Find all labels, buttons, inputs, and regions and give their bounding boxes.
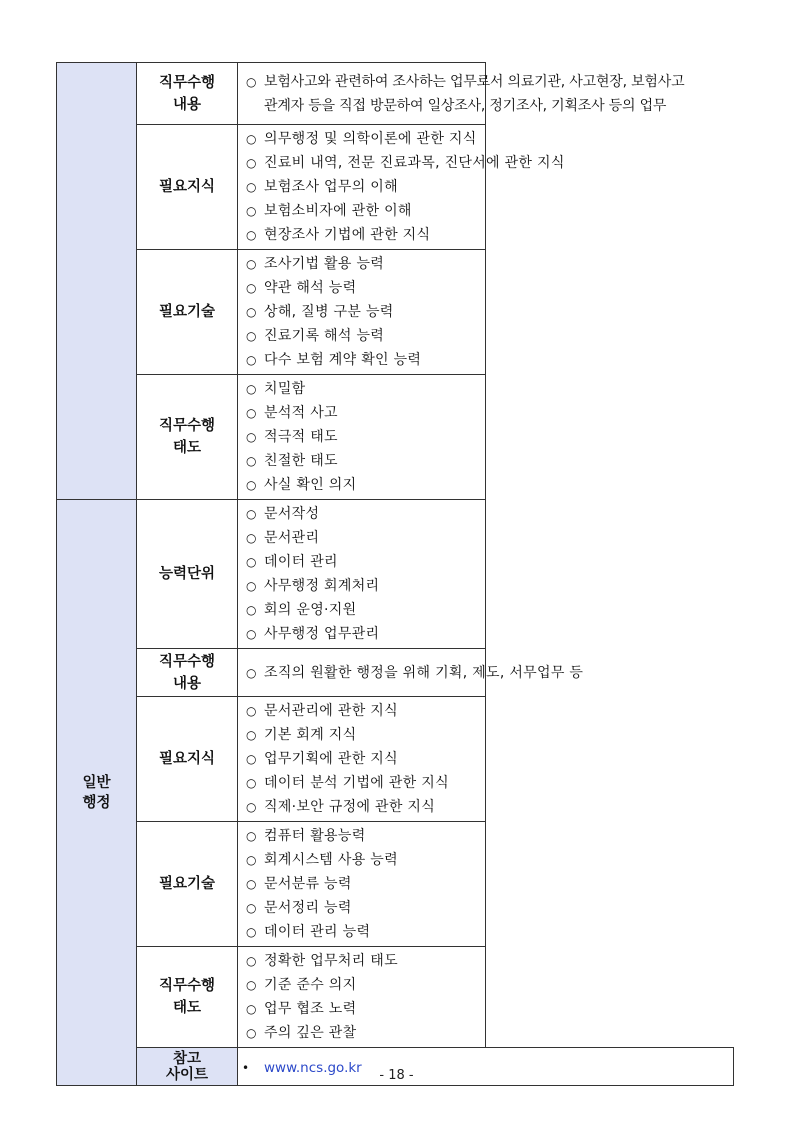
list-item: ○ 조사기법 활용 능력 [246, 252, 485, 276]
list-item: ○ 업무기획에 관한 지식 [246, 747, 485, 771]
job-content-text [238, 63, 685, 125]
circle-marker-icon: ○ [246, 257, 257, 271]
list-item: ○ 문서관리 [246, 526, 485, 550]
label-required-skills: 필요기술 [137, 822, 238, 947]
list-item: ○ 보험소비자에 관한 이해 [246, 199, 485, 223]
circle-marker-icon: ○ [246, 454, 257, 468]
list-item: ○ 기본 회계 지식 [246, 723, 485, 747]
category-cell-continued [57, 63, 137, 500]
circle-marker-icon: ○ [246, 406, 257, 420]
circle-marker-icon: ○ [246, 978, 257, 992]
circle-marker-icon: ○ [246, 776, 257, 790]
skills-list [238, 250, 486, 375]
list-item: ○ 정확한 업무처리 태도 [246, 949, 485, 973]
label-job-attitude: 직무수행 태도 [137, 947, 238, 1048]
list-item: ○ 진료기록 해석 능력 [246, 324, 485, 348]
circle-marker-icon: ○ [246, 132, 257, 146]
list-item: ○ 데이터 관리 [246, 550, 485, 574]
list-item: ○ 컴퓨터 활용능력 [246, 824, 485, 848]
row-content-general [57, 649, 734, 697]
circle-marker-icon: ○ [246, 555, 257, 569]
circle-marker-icon: ○ [246, 353, 257, 367]
list-item: ○ 문서관리에 관한 지식 [246, 699, 485, 723]
circle-marker-icon: ○ [246, 228, 257, 242]
list-item: ○ 분석적 사고 [246, 401, 485, 425]
list-item: ○ 업무 협조 노력 [246, 997, 485, 1021]
circle-marker-icon: ○ [246, 603, 257, 617]
list-item: ○ 사무행정 업무관리 [246, 622, 485, 646]
list-item: ○ 치밀함 [246, 377, 485, 401]
row-units-general [57, 500, 734, 649]
list-item: ○ 조직의 원활한 행정을 위해 기획, 제도, 서무업무 등 [246, 661, 485, 685]
row-attitude-top [57, 375, 734, 500]
label-job-content: 직무수행 내용 [137, 63, 238, 125]
list-item: ○ 회계시스템 사용 능력 [246, 848, 485, 872]
list-item: ○ 다수 보험 계약 확인 능력 [246, 348, 485, 372]
circle-marker-icon: ○ [246, 305, 257, 319]
list-item: ○ 문서작성 [246, 502, 485, 526]
circle-marker-icon: ○ [246, 478, 257, 492]
circle-marker-icon: ○ [246, 704, 257, 718]
list-item: ○ 진료비 내역, 전문 진료과목, 진단서에 관한 지식 [246, 151, 485, 175]
circle-marker-icon: ○ [246, 1002, 257, 1016]
row-skills-general [57, 822, 734, 947]
page-number: - 18 - [379, 1068, 414, 1083]
circle-marker-icon: ○ [246, 1026, 257, 1040]
circle-marker-icon: ○ [246, 829, 257, 843]
circle-marker-icon: ○ [246, 531, 257, 545]
competency-units-list [238, 500, 486, 649]
label-required-knowledge: 필요지식 [137, 697, 238, 822]
row-skills-top [57, 250, 734, 375]
list-item: ○ 현장조사 기법에 관한 지식 [246, 223, 485, 247]
circle-marker-icon: ○ [246, 800, 257, 814]
circle-marker-icon: ○ [246, 853, 257, 867]
list-item: ○ 데이터 분석 기법에 관한 지식 [246, 771, 485, 795]
list-item: ○ 데이터 관리 능력 [246, 920, 485, 944]
category-general-admin: 일반 행정 [57, 500, 137, 1086]
circle-marker-icon: ○ [246, 925, 257, 939]
label-required-knowledge: 필요지식 [137, 125, 238, 250]
label-reference-site: 참고 사이트 [137, 1048, 238, 1086]
list-item: ○ 상해, 질병 구분 능력 [246, 300, 485, 324]
list-item: ○ 주의 깊은 관찰 [246, 1021, 485, 1045]
attitude-list [238, 375, 486, 500]
label-competency-units: 능력단위 [137, 500, 238, 649]
list-item: ○ 문서분류 능력 [246, 872, 485, 896]
label-required-skills: 필요기술 [137, 250, 238, 375]
job-description-table [56, 62, 734, 1086]
list-item: ○ 회의 운영·지원 [246, 598, 485, 622]
circle-marker-icon: ○ [246, 901, 257, 915]
circle-marker-icon: ○ [246, 627, 257, 641]
row-content-top [57, 63, 734, 125]
list-item: ○ 적극적 태도 [246, 425, 485, 449]
circle-marker-icon: ○ [246, 281, 257, 295]
circle-marker-icon: ○ [246, 156, 257, 170]
circle-marker-icon: ○ [246, 507, 257, 521]
row-attitude-general [57, 947, 734, 1048]
row-knowledge-general [57, 697, 734, 822]
attitude-list [238, 947, 486, 1048]
skills-list [238, 822, 486, 947]
list-item: ○ 보험사고와 관련하여 조사하는 업무로서 의료기관, 사고현장, 보험사고 [246, 70, 485, 94]
list-item: ○ 기준 준수 의지 [246, 973, 485, 997]
circle-marker-icon: ○ [246, 728, 257, 742]
circle-marker-icon: ○ [246, 204, 257, 218]
list-item: ○ 친절한 태도 [246, 449, 485, 473]
list-item: ○ 사실 확인 의지 [246, 473, 485, 497]
list-item: ○ 사무행정 회계처리 [246, 574, 485, 598]
circle-marker-icon: ○ [246, 954, 257, 968]
list-item: ○ 의무행정 및 의학이론에 관한 지식 [246, 127, 485, 151]
bullet-icon: • [242, 1061, 250, 1075]
row-knowledge-top [57, 125, 734, 250]
list-item: ○ 보험조사 업무의 이해 [246, 175, 485, 199]
circle-marker-icon: ○ [246, 74, 257, 89]
label-job-content: 직무수행 내용 [137, 649, 238, 697]
list-item: ○ 약관 해석 능력 [246, 276, 485, 300]
circle-marker-icon: ○ [246, 665, 257, 680]
list-item: ○ 문서정리 능력 [246, 896, 485, 920]
label-job-attitude: 직무수행 태도 [137, 375, 238, 500]
knowledge-list [238, 697, 486, 822]
circle-marker-icon: ○ [246, 430, 257, 444]
job-content-text [238, 649, 584, 697]
circle-marker-icon: ○ [246, 877, 257, 891]
circle-marker-icon: ○ [246, 579, 257, 593]
circle-marker-icon: ○ [246, 752, 257, 766]
knowledge-list [238, 125, 565, 250]
circle-marker-icon: ○ [246, 382, 257, 396]
list-item: ○ 직제·보안 규정에 관한 지식 [246, 795, 485, 819]
circle-marker-icon: ○ [246, 180, 257, 194]
list-item: 관계자 등을 직접 방문하여 일상조사, 정기조사, 기획조사 등의 업무 [264, 97, 667, 114]
reference-link[interactable]: www.ncs.go.kr [264, 1060, 362, 1076]
circle-marker-icon: ○ [246, 329, 257, 343]
